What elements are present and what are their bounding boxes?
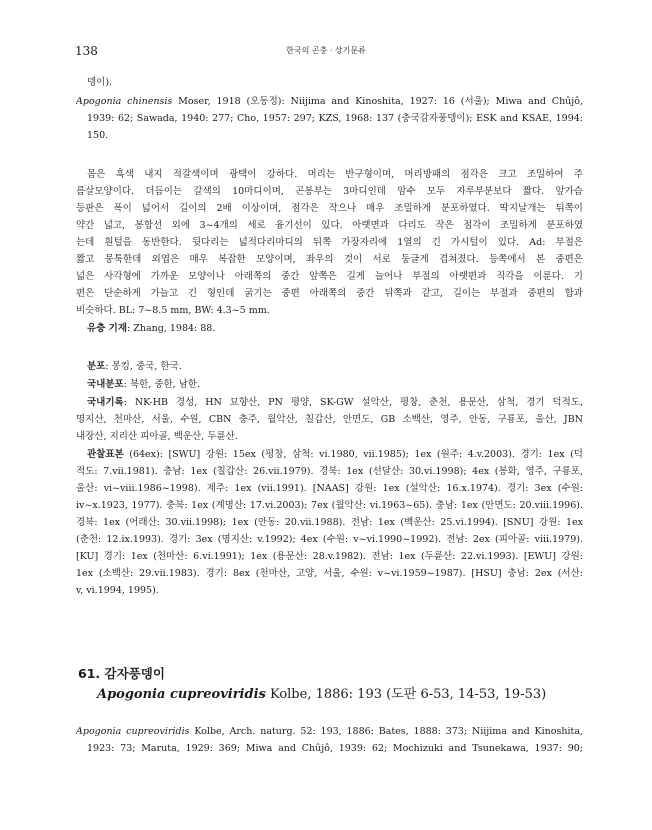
synonymy-line: 150. [87, 130, 109, 141]
records-line: 내장산, 지리산 피아골, 백운산, 두륜산. [76, 431, 238, 442]
species-number: 61. [78, 666, 101, 681]
specimens: 관찰표본 (64ex): [SWU] 강원: 15ex (평창, 삼척: vi.1980, vii.1985); 1ex (원주: 4.v.2003). 경기: 1ex (덕 [87, 449, 583, 460]
larva-description: 유충 기재: Zhang, 1984: 88. [87, 323, 216, 334]
records-line: 명지산, 천마산, 서울, 수원, CBN 충주, 월악산, 칠갑산, 안면도, GB 소백산, 영주, 안동, 구룡포, 울산, JBN [76, 414, 583, 425]
running-title: 한국의 곤충 · 상기문류 [286, 46, 366, 55]
synonymy-line: Apogonia chinensis Moser, 1918 (오동정): Niijima and Kinoshita, 1927: 16 (서울); Miwa and Chûjô, [76, 96, 583, 107]
species-author: Kolbe, 1886: 193 (도판 6-53, 14-53, 19-53) [265, 687, 547, 702]
description-line: 몸은 흑색 내지 적갈색이며 광택이 강하다. 머리는 반구형이며, 머리방패의 점각은 크고 조밀하여 주 [87, 169, 583, 180]
scientific-name: Apogonia cupreoviridis [76, 726, 190, 737]
synonymy-line: 1923: 73; Maruta, 1929: 369; Miwa and Chûjô, 1939: 62; Mochizuki and Tsunekawa, 1937: 90; [87, 743, 583, 754]
specimens-line: [KU] 경기: 1ex (천마산: 6.vi.1991); 1ex (용문산: 28.v.1982). 전남: 1ex (두륜산: 22.vi.1993). [EWU] 강원: [76, 551, 583, 562]
specimens-line: iv~x.1923, 1977). 충북: 1ex (계명산: 17.vi.2003); 7ex (월악산: vi.1963~65). 충남: 1ex (안면도: 20.viii.1996). [76, 500, 583, 511]
description-line: 등판은 폭이 넓어서 길이의 2배 이상이며, 점각은 작으나 매우 조밀하게 분포하였다. 딱지날개는 뒤쪽이 [76, 203, 583, 214]
specimens-line: (춘천: 12.ix.1993). 경기: 3ex (명지산: v.1992); 4ex (수원: v~vi.1990~1992). 전남: 2ex (피아골: viii.1979). [76, 534, 583, 545]
description-line: 는데 흰털을 동반한다. 뒷다리는 넓적다리마디의 뒤쪽 가장자리에 1열의 긴 가시털이 있다. Ad: 부절은 [76, 237, 583, 248]
specimens-line: 울산: vi~viii.1986~1998). 제주: 1ex (vii.1991). [NAAS] 강원: 1ex (설악산: 16.x.1974). 경기: 3ex (수원: [76, 483, 583, 494]
synonymy-line: 뎅이). [87, 77, 113, 88]
species-korean-name: 감자풍뎅이 [104, 666, 165, 681]
description-line: 편은 단순하게 가늘고 긴 형인데 굵기는 중편 아래쪽의 중간 뒤쪽과 같고, 길이는 부절과 중편의 합과 [76, 288, 583, 299]
field-label: 국내분포 [87, 379, 124, 390]
field-label: 관찰표본 [87, 449, 124, 460]
description-line: 약간 넓고, 봉합선 외에 3~4개의 세로 융기선이 있다. 아랫면과 다리도 작은 점각이 조밀하게 분포하였 [76, 220, 583, 231]
scientific-name: Apogonia cupreoviridis [97, 687, 266, 702]
species-scientific-heading [97, 683, 546, 702]
domestic-records: 국내기록: NK-HB 경성, HN 묘향산, PN 평양, SK-GW 설악산, 평창, 춘천, 용문산, 삼척, 경기 덕적도, [87, 397, 583, 408]
specimens-line: v, vi.1994, 1995). [76, 585, 159, 596]
specimens-line: 적도: 7.vii.1981). 충남: 1ex (칠갑산: 26.vii.1979). 경북: 1ex (선달산: 30.vi.1998); 4ex (봉화, 영주, 구룡포, [76, 466, 583, 477]
domestic-distribution: 국내분포: 북한, 중한, 남한. [87, 379, 201, 390]
synonymy-line: Apogonia cupreoviridis Kolbe, Arch. naturg. 52: 193, 1886: Bates, 1888: 373; Niijima and Kinoshita, [76, 726, 583, 737]
description-line: 넓은 사각형에 가까운 모양이나 아래쪽의 중간 앞쪽은 길게 늘어나 부절의 아랫편과 직각을 이룬다. 기 [76, 271, 583, 282]
field-label: 유충 기재 [87, 323, 128, 334]
scientific-name: Apogonia chinensis [76, 96, 173, 107]
description-line: 비슷하다. BL: 7~8.5 mm, BW: 4.3~5 mm. [76, 305, 270, 316]
distribution: 분포: 몽킹, 중국, 한국. [87, 361, 182, 372]
field-label: 국내기록 [87, 397, 124, 408]
specimens-line: 1ex (소백산: 29.vii.1983). 경기: 8ex (천마산, 고양, 서울, 수원: v~vi.1959~1987). [HSU] 충남: 2ex (서산: [76, 568, 583, 579]
synonymy-line: 1939: 62; Sawada, 1940: 277; Cho, 1957: 297; KZS, 1968: 137 (충국감자풍뎅이); ESK and KSAE, 1994: [87, 113, 583, 124]
page-number: 138 [75, 44, 98, 58]
description-line: 짧고 뭉툭한데 외엽은 매우 복잡한 모양이며, 좌우의 것이 서로 둥글게 겹쳐졌다. 등쪽에서 본 중편은 [76, 254, 583, 265]
field-label: 분포 [87, 361, 106, 372]
specimens-line: 경북: 1ex (어래산: 30.vii.1998); 1ex (안동: 20.vii.1988). 전남: 1ex (백운산: 25.vi.1994). [SNU] 강원: 1ex [76, 517, 583, 528]
species-heading [78, 664, 165, 682]
description-line: 름살모양이다. 더듬이는 갈색의 10마디이며, 곤봉부는 3마디인데 암수 모두 자루부분보다 짧다. 앞가슴 [76, 186, 583, 197]
